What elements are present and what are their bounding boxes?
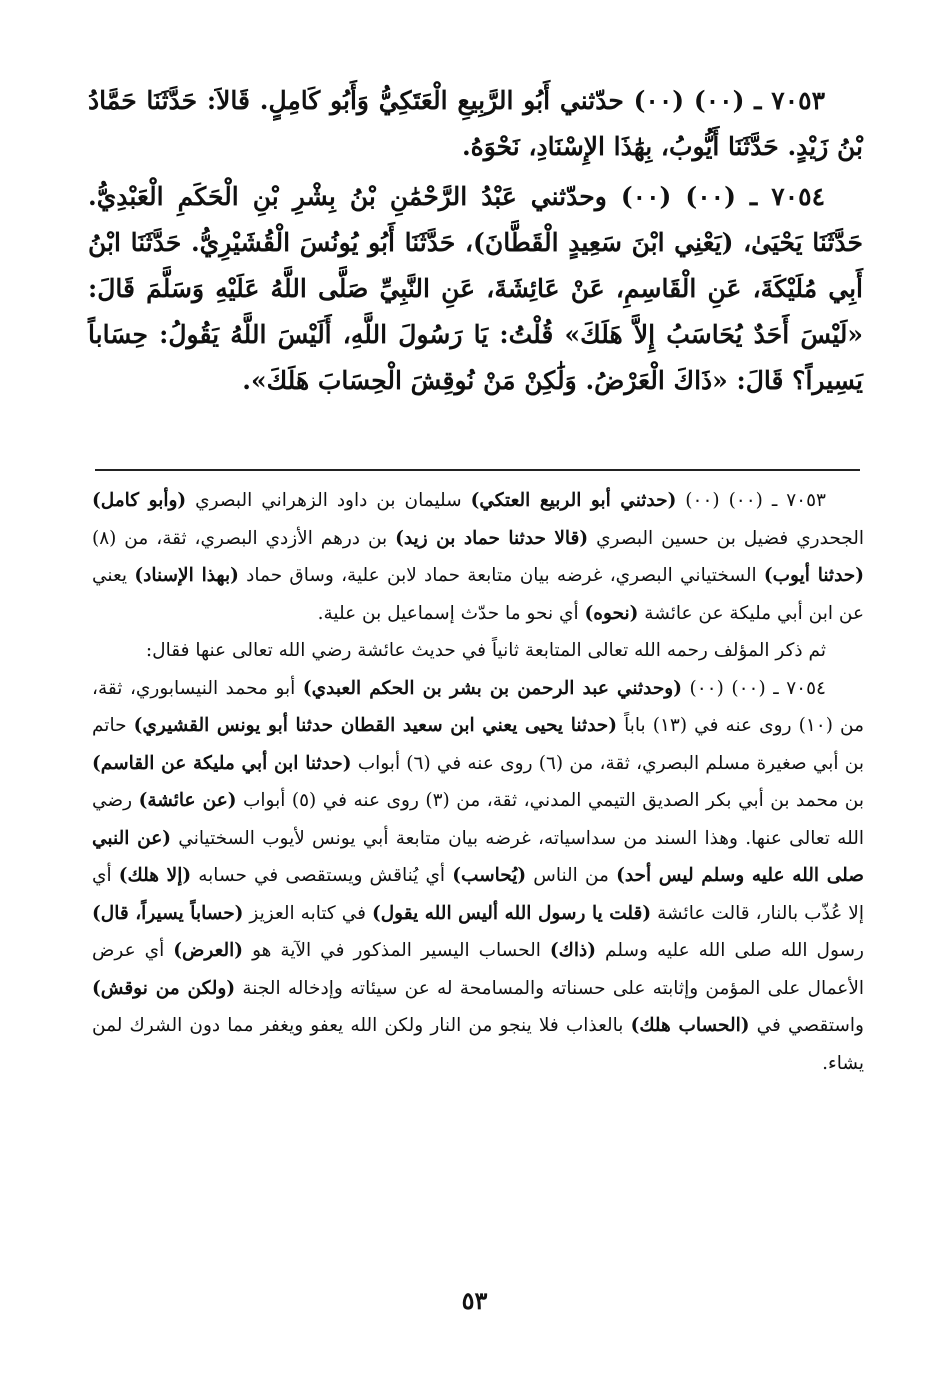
hadith-paragraph [88, 174, 863, 404]
bold-text-segment: (حدثنا أيوب) [763, 565, 864, 586]
bold-text-segment: (قلت يا رسول الله أليس الله يقول) [371, 902, 652, 924]
bold-text-segment: (عن عائشة) [138, 790, 237, 811]
text-segment: أي يُناقش ويستقصى في حسابه [191, 865, 453, 886]
bold-text-segment: (وحدثني عبد الرحمن بن بشر بن الحكم العبدي) [302, 677, 682, 699]
bold-text-segment: «لَيْسَ أَحَدٌ يُحَاسَبُ إِلاَّ هَلَكَ» [564, 320, 864, 349]
page-number: ٥٣ [461, 1286, 488, 1315]
main-text [88, 78, 863, 408]
bold-text-segment: «ذَاكَ الْعَرْضُ. وَلَٰكِنْ مَنْ نُوقِشَ الْحِسَابَ هَلَكَ» [250, 366, 728, 395]
bold-text-segment: (ولكن من نوقش) [92, 977, 236, 999]
bold-text-segment: (إلا هلك) [118, 865, 192, 886]
footnote-separator [95, 469, 860, 471]
bold-text-segment: (وأبو كامل) [92, 490, 187, 511]
bold-text-segment: (حدثنا يحيى يعني ابن سعيد القطان حدثنا أبو يونس القشيري) [133, 715, 618, 736]
bold-text-segment: (نحوه) [584, 602, 639, 624]
text-segment: سليمان بن داود الزهراني البصري [186, 490, 471, 511]
bold-text-segment: (بهذا الإسناد) [134, 565, 239, 586]
text-segment: ٧٠٥٣ ـ (٠٠) (٠٠) حدّثني أَبُو الرَّبِيعِ الْعَتَكِيُّ وَأَبُو كَامِلٍ. قَالاَ: حَدَّثَنَا حَمَّادُ بْنُ زَيْدٍ. حَدَّثَنَا أَيُّوبُ، بِهَٰذَا الإِسْنَادِ، نَحْوَهُ. [88, 86, 863, 161]
footnote-paragraph [92, 670, 864, 1083]
footnotes [92, 482, 864, 1082]
bold-text-segment: (العرض) [173, 940, 244, 961]
bold-text-segment: (حساباً يسيراً، قال) [92, 902, 244, 924]
text-segment: الجحدري فضيل بن حسين البصري [588, 527, 864, 549]
text-segment: . [242, 366, 251, 395]
text-segment: يعني عن ابن أبي مليكة عن عائشة [92, 565, 864, 624]
text-segment: أي إلا عُذّب بالنار، قالت عائشة [92, 865, 864, 924]
bold-text-segment: (عن النبي صلى الله عليه وسلم ليس أحد) [92, 827, 864, 886]
text-segment: ٧٠٥٤ ـ (٠٠) (٠٠) وحدّثني عَبْدُ الرَّحْمَٰنِ بْنُ بِشْرِ بْنِ الْحَكَمِ الْعَبْدِيُّ. حَدَّثَنَا يَحْيَىٰ، (يَعْنِي ابْنَ سَعِيدٍ الْقَطَّانَ)، حَدَّثَنَا أَبُو يُونُسَ الْقُشَيْرِيُّ. حَدَّثَنَا ابْنُ أَبِي مُلَيْكَةَ، عَنِ الْقَاسِمِ، عَنْ عَائِشَةَ، عَنِ النَّبِيِّ صَلَّى اللَّهُ عَلَيْهِ وَسَلَّمَ قَالَ: [88, 182, 863, 303]
footnote-paragraph [92, 482, 864, 632]
bold-text-segment: (يُحاسب) [452, 865, 527, 886]
text-segment: رضي الله تعالى عنها. وهذا السند من سداسياته، غرضه بيان متابعة أبي يونس لأيوب السختياني [92, 790, 864, 849]
text-segment: رسول الله صلى الله عليه وسلم [596, 940, 864, 961]
bold-text-segment: (حدثني أبو الربيع العتكي) [470, 490, 677, 511]
hadith-paragraph [88, 78, 863, 170]
text-segment: أي نحو ما حدّث إسماعيل بن علية. [317, 602, 585, 624]
text-segment: الحساب اليسير المذكور في الآية هو [243, 940, 550, 961]
text-segment: السختياني البصري، غرضه بيان متابعة حماد لابن علية، وساق حماد [238, 565, 764, 586]
text-segment: قُلْتُ: يَا رَسُولَ اللَّهِ، أَلَيْسَ اللَّهُ يَقُولُ: حِسَاباً يَسِيراً؟ قَالَ: [88, 320, 863, 395]
bold-text-segment: (قالا حدثنا حماد بن زيد) [395, 527, 589, 549]
text-segment: أي عرض الأعمال على المؤمن وإثابته على حسناته والمسامحة له عن سيئاته وإدخاله الجنة [92, 940, 865, 999]
footnote-paragraph [92, 632, 864, 670]
text-segment: من الناس [526, 865, 617, 886]
text-segment: في كتابه العزيز [243, 902, 372, 924]
text-segment: حاتم بن أبي صغيرة مسلم البصري، ثقة، من (٦) روى عنه في (٦) أبواب [92, 715, 864, 774]
text-segment: واستقصي في [749, 1015, 864, 1036]
text-segment: بالعذاب فلا ينجو من النار ولكن الله يعفو ويغفر مما دون الشرك لمن يشاء. [92, 1015, 864, 1074]
text-segment: ثم ذكر المؤلف رحمه الله تعالى المتابعة ثانياً في حديث عائشة رضي الله تعالى عنها فقال: [145, 640, 826, 661]
bold-text-segment: (ذاك) [549, 940, 597, 961]
bold-text-segment: (الحساب هلك) [630, 1015, 750, 1036]
text-segment: ٧٠٥٣ ـ (٠٠) (٠٠) [676, 490, 826, 511]
text-segment: ٧٠٥٤ ـ (٠٠) (٠٠) [681, 677, 826, 699]
text-segment: بن درهم الأزدي البصري، ثقة، من (٨) [92, 527, 396, 549]
bold-text-segment: (حدثنا ابن أبي مليكة عن القاسم) [92, 752, 352, 774]
text-segment: بن محمد بن أبي بكر الصديق التيمي المدني، ثقة، من (٣) روى عنه في (٥) أبواب [236, 790, 864, 811]
text-segment: أبو محمد النيسابوري، ثقة، من (١٠) روى عنه في (١٣) باباً [92, 677, 865, 736]
